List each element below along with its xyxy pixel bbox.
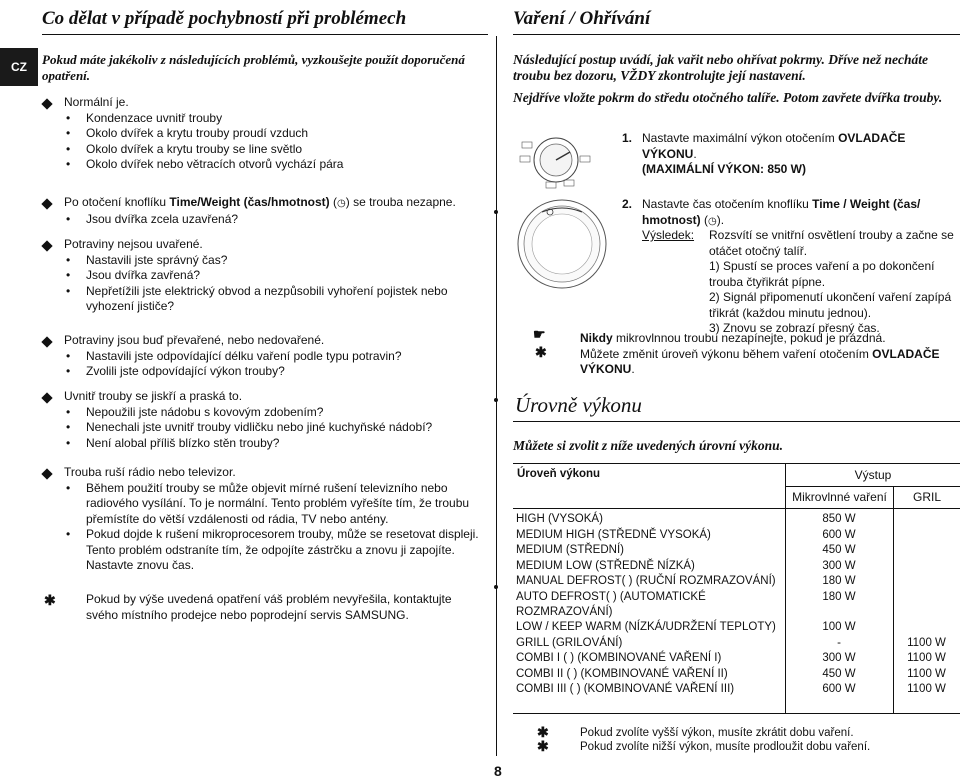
table-row: MANUAL DEFROST( ) (RUČNÍ ROZMRAZOVÁNÍ) 180 W <box>516 575 856 588</box>
note-icon: ✱ <box>537 738 549 754</box>
pointing-hand-icon: ☛ <box>533 326 546 342</box>
section-sparking <box>64 389 489 451</box>
section-head: Uvnitř trouby se jiskří a praská to. <box>64 389 243 403</box>
page-divider <box>496 36 497 756</box>
power-levels-subtitle: Můžete si zvolit z níže uvedených úrovní výkonu. <box>513 438 784 453</box>
result-item: 1) Spustí se proces vaření a po dokončení trouba čtyřikrát pípne. <box>709 259 935 289</box>
timer-icon: ◷ <box>337 198 346 209</box>
page-number: 8 <box>494 763 502 779</box>
section-over-under <box>64 333 489 380</box>
diamond-bullet-icon <box>41 336 52 347</box>
table-row: COMBI I ( ) (KOMBINOVANÉ VAŘENÍ I) 300 W 1100 W <box>516 652 946 665</box>
table-rule-bottom <box>513 713 960 714</box>
list-item: • Kondenzace uvnitř trouby <box>64 111 489 127</box>
step-1-text: Nastavte maximální výkon otočením OVLADAČE VÝKONU. (MAXIMÁLNÍ VÝKON: 850 W) <box>642 131 906 176</box>
list-item: • Nastavili jste odpovídající délku vaření podle typu potravin? <box>64 349 489 365</box>
col-header-output: Výstup <box>854 468 892 482</box>
table-row: AUTO DEFROST( ) (AUTOMATICKÉ ROZMRAZOVÁNÍ) 180 W <box>516 590 856 618</box>
step-2-number: 2. <box>622 197 633 211</box>
list-item: • Zvolili jste odpovídající výkon trouby? <box>64 364 489 380</box>
result-item: 2) Signál připomenutí ukončení vaření zapípá třikrát (každou minutu jednou). <box>709 290 952 320</box>
right-page-title: Vaření / Ohřívání <box>513 8 651 29</box>
diamond-bullet-icon <box>41 392 52 403</box>
result-label: Výsledek: <box>642 228 695 242</box>
section-not-cooked <box>64 237 484 315</box>
section-normal <box>64 95 489 173</box>
right-intro-2: Nejdříve vložte pokrm do středu otočného talíře. Potom zavřete dvířka trouby. <box>513 90 943 105</box>
timer-knob-icon <box>514 196 610 292</box>
list-item: • Během použití trouby se může objevit mírné rušení televizního nebo radiového vysílání. To je normální. Tento problém vyřešíte tím, že troubu přemístíte do větší vzdálenosti od rádia, TV nebo antény. <box>64 481 489 528</box>
left-page-title: Co dělat v případě pochybností při problémech <box>42 8 407 29</box>
table-row: HIGH (VYSOKÁ) 850 W <box>516 513 856 525</box>
table-rule-top <box>513 463 960 464</box>
table-row: MEDIUM (STŘEDNÍ) 450 W <box>516 544 856 557</box>
col-header-level: Úroveň výkonu <box>517 468 601 480</box>
list-item: • Okolo dvířek a krytu trouby proudí vzduch <box>64 126 489 142</box>
language-tab: CZ <box>0 48 38 86</box>
section-head: Potraviny jsou buď převařené, nebo nedovařené. <box>64 333 325 347</box>
note-icon: ✱ <box>537 724 549 740</box>
table-row: LOW / KEEP WARM (NÍZKÁ/UDRŽENÍ TEPLOTY) 100 W <box>516 620 856 633</box>
note-line: Můžete změnit úroveň výkonu během vaření otočením OVLADAČE VÝKONU. <box>580 346 940 376</box>
table-row: COMBI III ( ) (KOMBINOVANÉ VAŘENÍ III) 600 W 1100 W <box>516 683 946 696</box>
divider-dot <box>494 210 498 214</box>
note-line: Pokud zvolíte nižší výkon, musíte prodloužit dobu vaření. <box>580 741 871 753</box>
list-item: • Nenechali jste uvnitř trouby vidličku nebo jiné kuchyňské nádobí? <box>64 420 489 436</box>
section-title-rule <box>513 421 960 422</box>
right-header-rule <box>513 34 960 35</box>
list-item: • Jsou dvířka zavřená? <box>64 268 484 284</box>
col-header-micro: Mikrovlnné vaření <box>792 490 887 504</box>
timer-icon: ◷ <box>708 215 717 227</box>
note-icon: ✱ <box>44 592 56 608</box>
list-item: • Okolo dvířek nebo větracích otvorů vychází pára <box>64 157 489 173</box>
power-table <box>514 512 960 698</box>
section-no-start <box>64 195 494 227</box>
list-item: • Není alobal příliš blízko stěn trouby? <box>64 436 489 452</box>
list-item: • Nepoužili jste nádobu s kovovým zdobením? <box>64 405 489 421</box>
step-1-number: 1. <box>622 131 633 145</box>
diamond-bullet-icon <box>41 468 52 479</box>
power-dial-icon <box>516 132 596 192</box>
table-row: MEDIUM HIGH (STŘEDNĚ VYSOKÁ) 600 W <box>516 528 856 541</box>
diamond-bullet-icon <box>41 98 52 109</box>
diamond-bullet-icon <box>41 240 52 251</box>
section-head: Po otočení knoflíku Time/Weight (čas/hmotnost) (◷) se trouba nezapne. <box>64 195 456 209</box>
list-item: • Okolo dvířek a krytu trouby se line světlo <box>64 142 489 158</box>
left-intro: Pokud máte jakékoliv z následujících problémů, vyzkoušejte použít doporučená opatření. <box>42 52 465 83</box>
section-interference <box>64 465 489 574</box>
result-text: Rozsvítí se vnitřní osvětlení trouby a začne se otáčet otočný talíř. 1) Spustí se proces vaření a po dokončení trouba čtyřikrát pípne. 2) Signál připomenutí ukončení vaření zapípá třikrát (každou minutu jednou). 3) Znovu se zobrazí přesný čas. <box>709 228 960 337</box>
table-row: GRILL (GRILOVÁNÍ) - 1100 W <box>516 636 946 649</box>
divider-dot <box>494 398 498 402</box>
diamond-bullet-icon <box>41 198 52 209</box>
left-note: Pokud by výše uvedená opatření váš problém nevyřešila, kontaktujte svého místního prodejce nebo poprodejní servis SAMSUNG. <box>86 592 452 622</box>
section-head: Trouba ruší rádio nebo televizor. <box>64 465 236 479</box>
divider-dot <box>494 585 498 589</box>
list-item: • Jsou dvířka zcela uzavřená? <box>64 212 494 228</box>
left-header-rule <box>42 34 488 35</box>
power-levels-title: Úrovně výkonu <box>515 393 642 417</box>
right-intro-1: Následující postup uvádí, jak vařit nebo ohřívat pokrmy. Dříve než necháte troubu bez dozoru, VŽDY zkontrolujte její nastavení. <box>513 52 928 83</box>
section-head: Potraviny nejsou uvařené. <box>64 237 203 251</box>
result-item: 3) Znovu se zobrazí přesný čas. <box>709 321 880 335</box>
table-rule-output <box>786 486 960 487</box>
note-icon: ✱ <box>535 344 547 360</box>
right-notes <box>580 331 960 378</box>
list-item: • Pokud dojde k rušení mikroprocesorem trouby, může se resetovat displeji. Tento problém odstraníte tím, že odpojíte zástrčku a znovu ji zapojíte. Nastavte znovu čas. <box>64 527 489 574</box>
table-row: COMBI II ( ) (KOMBINOVANÉ VAŘENÍ II) 450 W 1100 W <box>516 667 946 680</box>
note-line: Nikdy mikrovlnnou troubu nezapínejte, pokud je prázdná. <box>580 331 886 345</box>
note-line: Pokud zvolíte vyšší výkon, musíte zkrátit dobu vaření. <box>580 727 854 739</box>
list-item: • Nepřetížili jste elektrický obvod a nezpůsobili vyhoření pojistek nebo vyhození jističe? <box>64 284 484 315</box>
footer-notes <box>580 726 960 754</box>
list-item: • Nastavili jste správný čas? <box>64 253 484 269</box>
section-head: Normální je. <box>64 95 129 109</box>
col-header-grill: GRIL <box>912 490 941 504</box>
table-row: MEDIUM LOW (STŘEDNĚ NÍZKÁ) 300 W <box>516 559 856 572</box>
step-2-text: Nastavte čas otočením knoflíku Time / Weight (čas/ hmotnost) (◷). <box>642 197 921 227</box>
